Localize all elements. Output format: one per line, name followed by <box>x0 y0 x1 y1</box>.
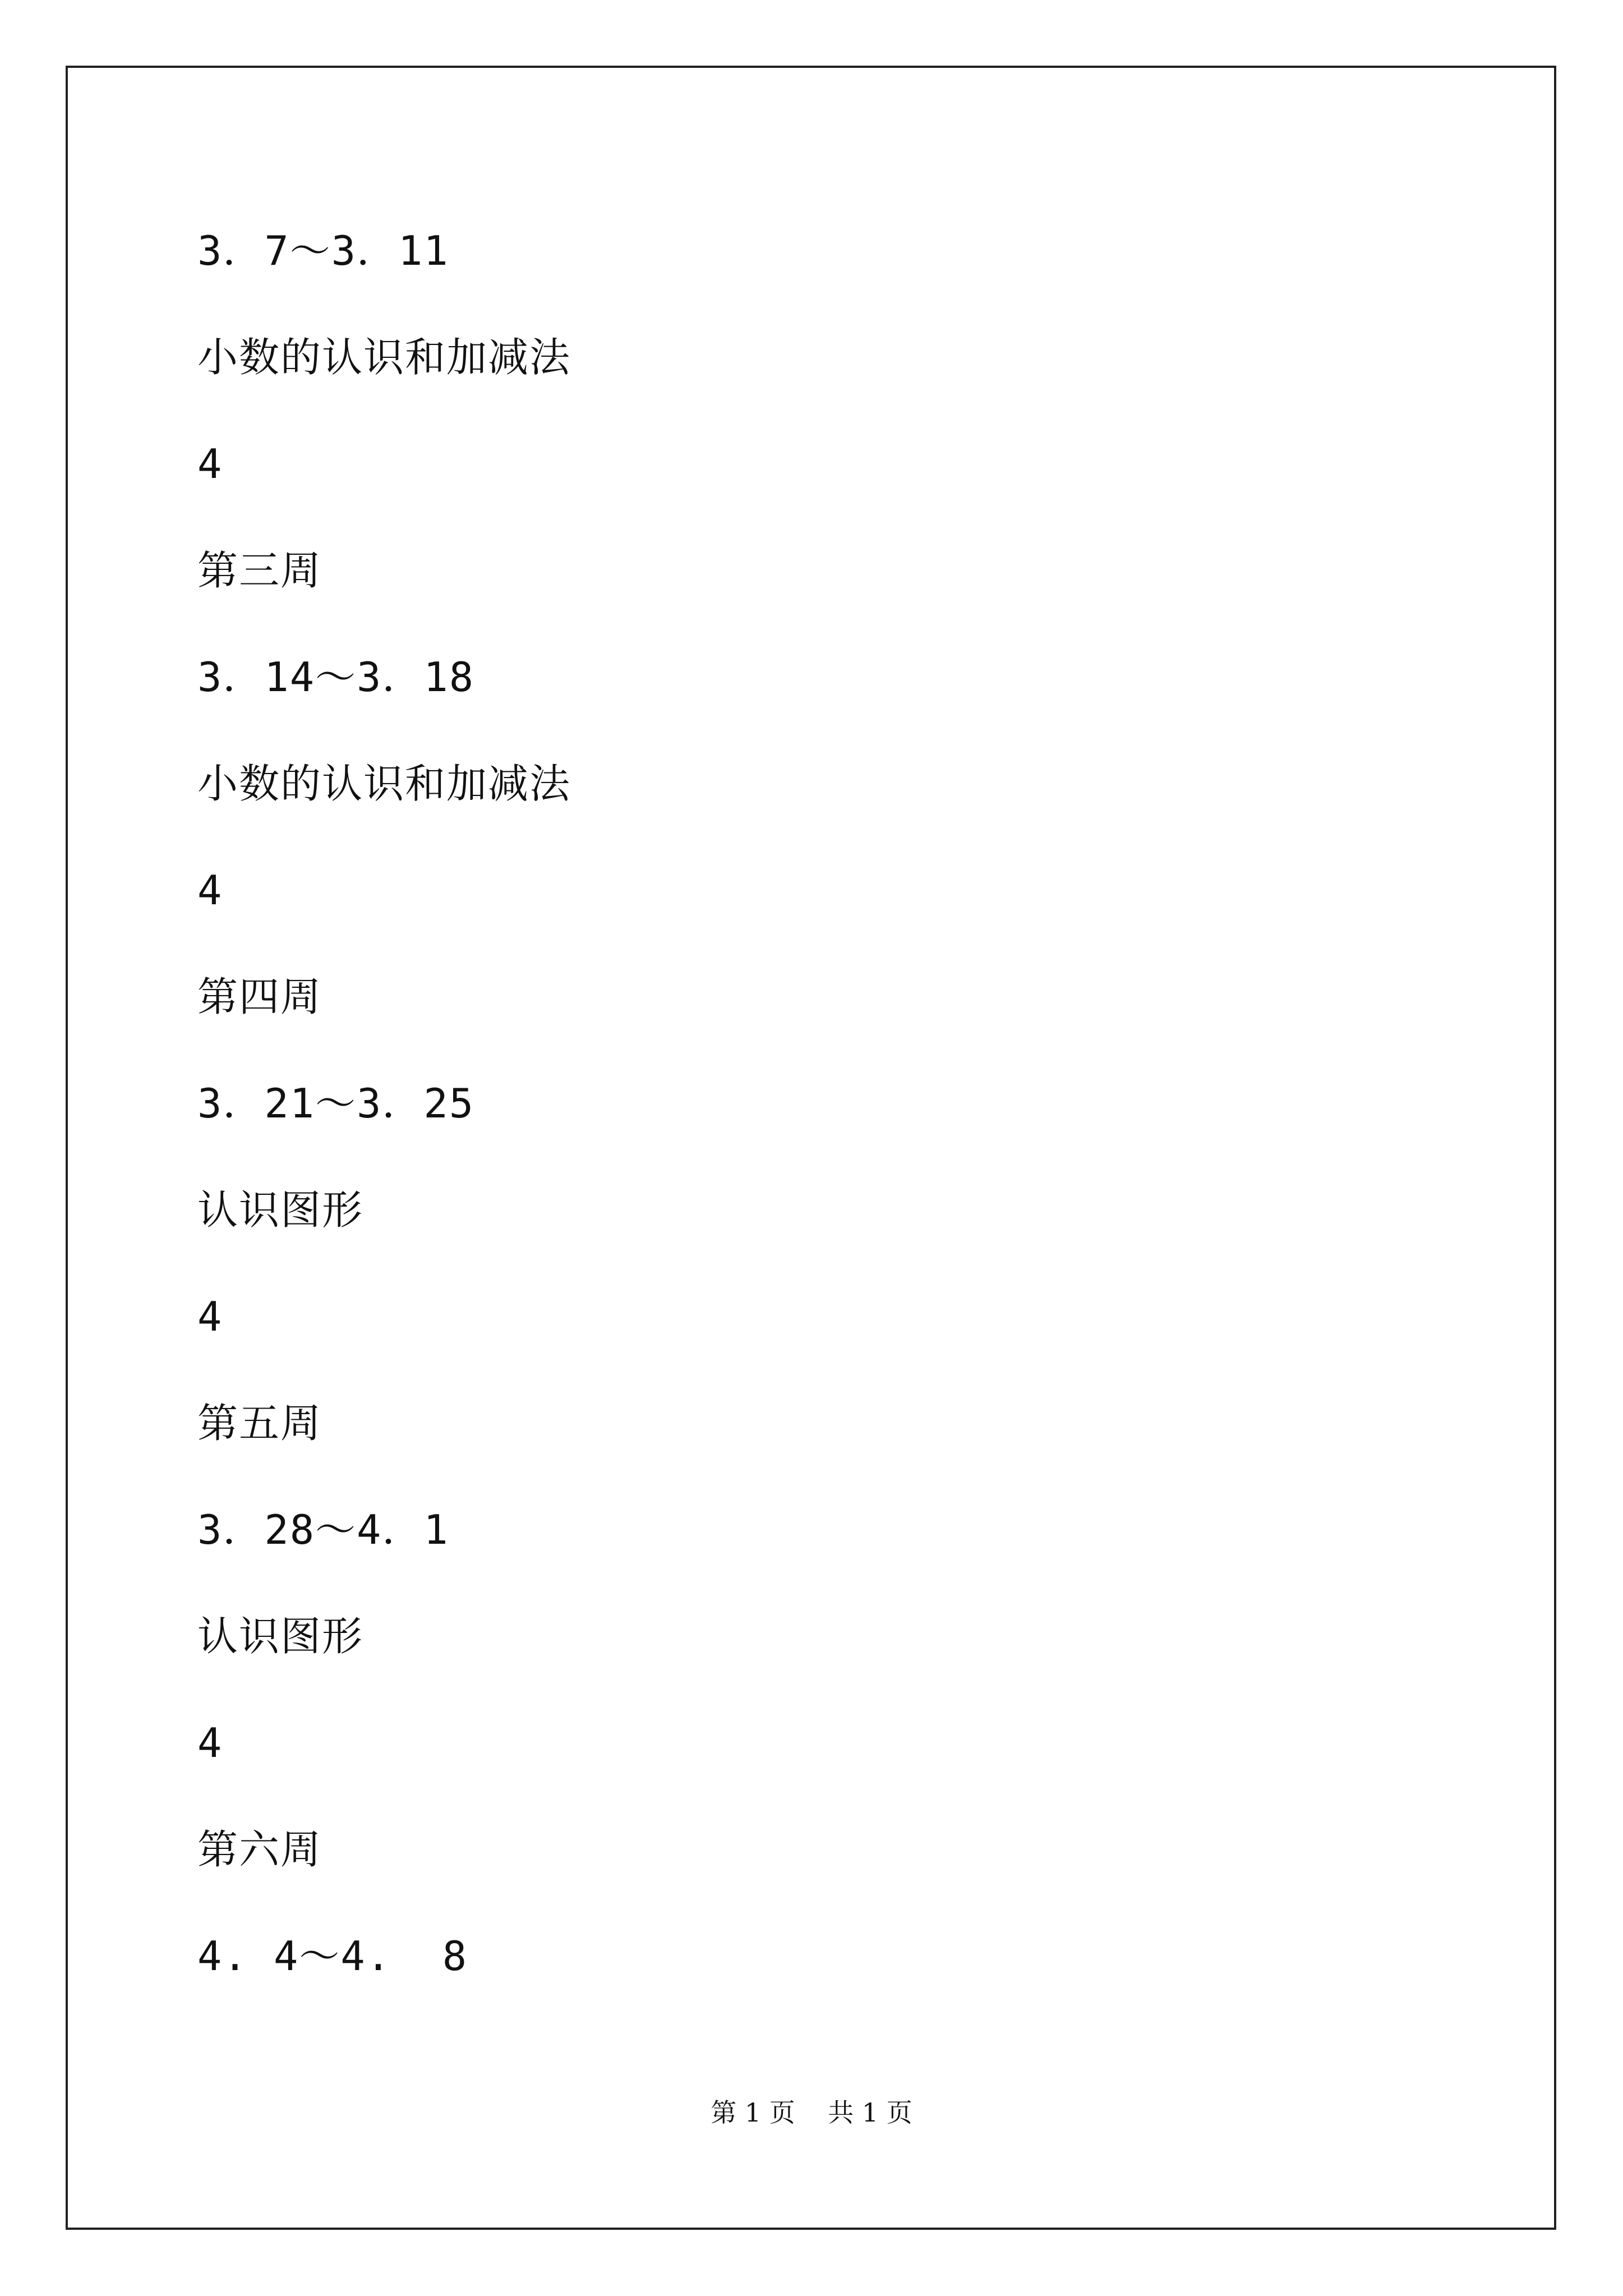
hours-week2: 4 <box>197 440 223 487</box>
date-range-week3: 3．14～3．18 <box>197 654 475 701</box>
topic-week3: 小数的认识和加减法 <box>197 760 571 807</box>
date-range-week2: 3．7～3．11 <box>197 227 449 274</box>
week-label-3: 第三周 <box>197 547 322 594</box>
page-border <box>66 66 1556 2230</box>
date-range-week6: 4. 4～4. 8 <box>197 1932 468 1980</box>
hours-week4: 4 <box>197 1293 223 1340</box>
week-label-6: 第六周 <box>197 1826 322 1873</box>
week-label-4: 第四周 <box>197 973 322 1020</box>
date-range-week4: 3．21～3．25 <box>197 1080 475 1127</box>
week-label-5: 第五周 <box>197 1400 322 1447</box>
topic-week5: 认识图形 <box>197 1613 364 1660</box>
date-range-week5: 3．28～4．1 <box>197 1506 449 1553</box>
topic-week2: 小数的认识和加减法 <box>197 334 571 381</box>
hours-week3: 4 <box>197 867 223 914</box>
hours-week5: 4 <box>197 1719 223 1766</box>
topic-week4: 认识图形 <box>197 1186 364 1234</box>
page-number-footer: 第 1 页 共 1 页 <box>711 2097 912 2128</box>
